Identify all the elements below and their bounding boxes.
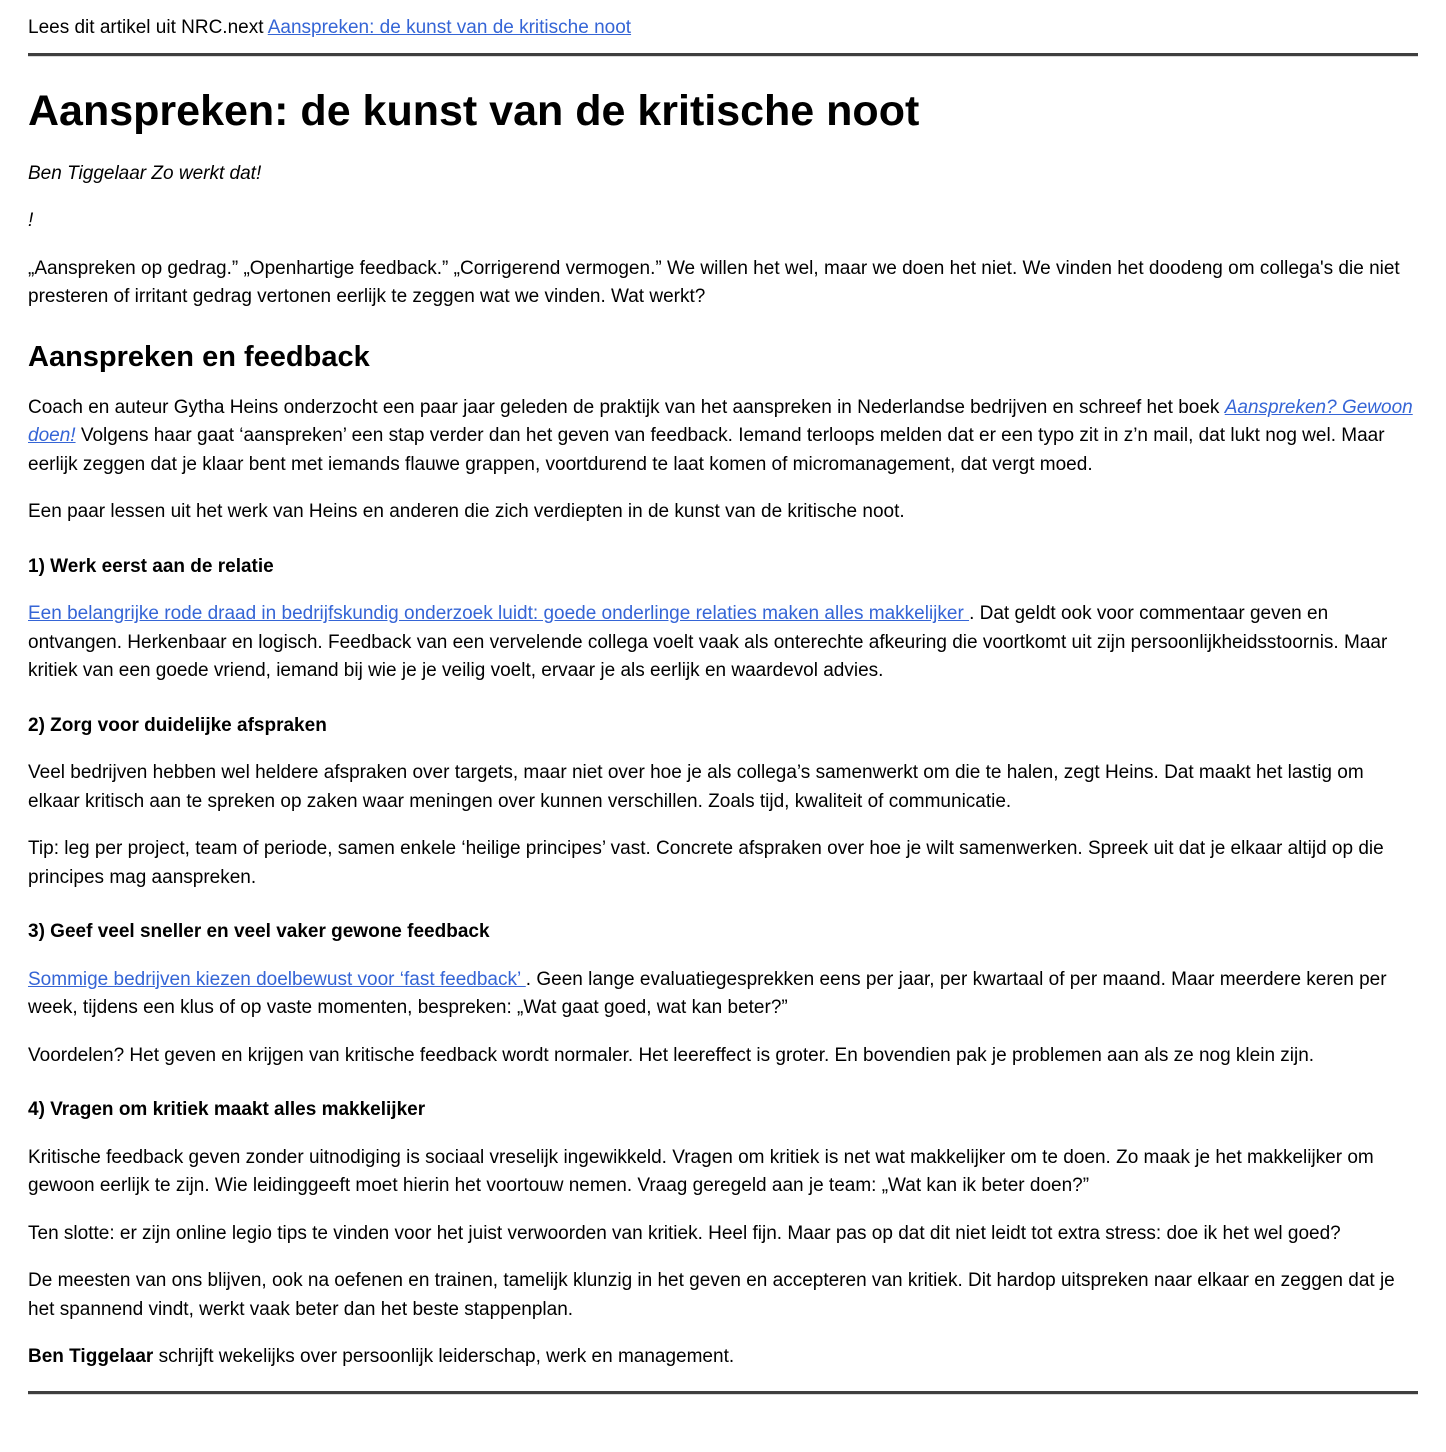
fast-feedback-link[interactable]: Sommige bedrijven kiezen doelbewust voor ‘fast feedback’ [28, 968, 526, 990]
top-divider [28, 53, 1418, 57]
tip4-paragraph-1: Kritische feedback geven zonder uitnodiging is sociaal vreselijk ingewikkeld. Vragen om kritiek is net wat makkelijker om te doen. Zo maak je het makkelijker om gewoon eerlijk te zijn. Wie leidinggeeft moet hierin het voortouw nemen. Vraag geregeld aan je team: „Wat kan ik beter doen?” [28, 1146, 1374, 1197]
exclamation-mark-line: ! [28, 210, 34, 232]
author-footer [28, 1343, 1418, 1372]
tip3-paragraph-post: . Geen lange evaluatiegesprekken eens per jaar, per kwartaal of per maand. Maar meerdere keren per week, tijdens een klus of op vaste momenten, bespreken: „Wat gaat goed, wat kan beter?” [28, 968, 1387, 1019]
page-title: Aanspreken: de kunst van de kritische noot [28, 86, 920, 135]
tip1-heading: 1) Werk eerst aan de relatie [28, 555, 274, 577]
tip2-paragraph-2: Tip: leg per project, team of periode, samen enkele ‘heilige principes’ vast. Concrete afspraken over hoe je wilt samenwerken. Spreek uit dat je elkaar altijd op die principes mag aanspreken. [28, 838, 1384, 888]
tip4-paragraph-2: Ten slotte: er zijn online legio tips te vinden voor het juist verwoorden van kritiek. Heel fijn. Maar pas op dat dit niet leidt tot extra stress: doe ik het wel goed? [28, 1222, 1341, 1244]
tip4-paragraph-3: De meesten van ons blijven, ook na oefenen en trainen, tamelijk klunzig in het geven en accepteren van kritiek. Dit hardop uitspreken naar elkaar en zeggen dat je het spannend vindt, werkt vaak beter dan het beste stappenplan. [28, 1270, 1395, 1320]
tip3-paragraph-2: Voordelen? Het geven en krijgen van kritische feedback wordt normaler. Het leereffect is groter. En bovendien pak je problemen aan als ze nog klein zijn. [28, 1044, 1315, 1066]
book-link-aanspreken-gewoon-doen[interactable]: Aanspreken? Gewoon doen! [28, 396, 1413, 447]
author-footer-rest: schrijft wekelijks over persoonlijk leiderschap, werk en management. [153, 1346, 735, 1368]
lessons-intro-paragraph: Een paar lessen uit het werk van Heins en anderen die zich verdiepten in de kunst van de kritische noot. [28, 501, 905, 523]
tip2-paragraph-1: Veel bedrijven hebben wel heldere afspraken over targets, maar niet over hoe je als collega’s samenwerkt om die te halen, zegt Heins. Dat maakt het lastig om elkaar kritisch aan te spreken op zaken waar meningen over kunnen verschillen. Zoals tijd, kwaliteit of communicatie. [28, 762, 1364, 812]
author-name: Ben Tiggelaar [28, 1346, 154, 1368]
read-article-prefix: Lees dit artikel uit NRC.next [28, 17, 268, 38]
tip1-paragraph-post: . Dat geldt ook voor commentaar geven en ontvangen. Herkenbaar en logisch. Feedback van een vervelende collega voelt vaak als onterechte afkeuring die voortkomt uit zijn persoonlijkheidsstoornis. Maar kritiek van een goede vriend, iemand bij wie je je veilig voelt, ervaar je als eerlijk en waardevol advies. [28, 603, 1388, 682]
tip1-paragraph [28, 600, 1418, 686]
section-heading-aanspreken-en-feedback: Aanspreken en feedback [28, 340, 370, 373]
tip3-heading: 3) Geef veel sneller en veel vaker gewone feedback [28, 921, 490, 943]
read-article-line [28, 14, 1418, 43]
lede-paragraph: „Aanspreken op gedrag.” „Openhartige feedback.” „Corrigerend vermogen.” We willen het wel, maar we doen het niet. We vinden het doodeng om collega's die niet presteren of irritant gedrag vertonen eerlijk te zeggen wat we vinden. Wat werkt? [28, 257, 1400, 308]
article-link-top[interactable]: Aanspreken: de kunst van de kritische noot [267, 17, 632, 38]
byline: Ben Tiggelaar Zo werkt dat! [28, 162, 262, 184]
coach-paragraph [28, 394, 1418, 480]
tip2-heading: 2) Zorg voor duidelijke afspraken [28, 714, 327, 736]
bottom-divider [28, 1391, 1418, 1395]
tip4-heading: 4) Vragen om kritiek maakt alles makkelijker [28, 1099, 426, 1121]
coach-paragraph-post: Volgens haar gaat ‘aanspreken’ een stap verder dan het geven van feedback. Iemand terloops melden dat er een typo zit in z’n mail, dat lukt nog wel. Maar eerlijk zeggen dat je klaar bent met iemands flauwe grappen, voortdurend te laat komen of micromanagement, dat vergt moed. [28, 425, 1385, 475]
tip3-paragraph-1 [28, 966, 1418, 1023]
research-link-onderlinge-relaties[interactable]: Een belangrijke rode draad in bedrijfskundig onderzoek luidt: goede onderlinge relaties maken alles makkelijker [28, 603, 970, 625]
coach-paragraph-pre: Coach en auteur Gytha Heins onderzocht een paar jaar geleden de praktijk van het aanspreken in Nederlandse bedrijven en schreef het boek [28, 396, 1225, 418]
